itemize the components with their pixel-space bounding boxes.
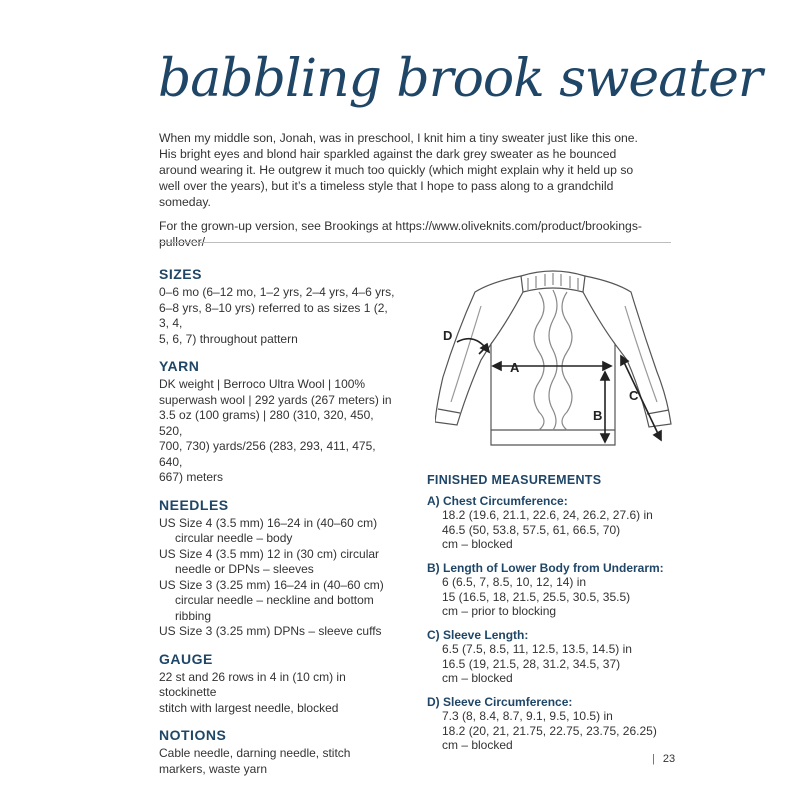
measurement-value: cm – blocked xyxy=(442,537,513,551)
yarn-line: DK weight | Berroco Ultra Wool | 100% xyxy=(159,377,366,391)
needles-heading: NEEDLES xyxy=(159,496,229,513)
right-cuff xyxy=(647,410,669,414)
gauge-line: stitch with largest needle, blocked xyxy=(159,700,339,715)
yarn-line: 3.5 oz (100 grams) | 280 (310, 320, 450, 520, xyxy=(159,408,374,438)
measurement-label: B) Length of Lower Body from Underarm: xyxy=(427,560,664,575)
sizes-line: 0–6 mo (6–12 mo, 1–2 yrs, 2–4 yrs, 4–6 yrs, xyxy=(159,285,395,299)
measurement-value: 7.3 (8, 8.4, 8.7, 9.1, 9.5, 10.5) in xyxy=(442,709,613,723)
cable-left xyxy=(534,292,544,430)
intro-paragraph: When my middle son, Jonah, was in preschool, I knit him a tiny sweater just like this one. His bright eyes and blond hair sparkled against the dark grey sweater as he bounced around wearing it. He outgrew it much too quickly (which might explain why it held up so well over the years), but it’s a timeless style that I hope to pass along to a grandchild someday. xyxy=(159,131,638,209)
measurement-value: 46.5 (50, 53.8, 57.5, 61, 66.5, 70) xyxy=(442,522,621,537)
yarn-section xyxy=(159,358,399,486)
arrow-a-head-left xyxy=(493,362,501,370)
measurement-value: 15 (16.5, 18, 21.5, 25.5, 30.5, 35.5) xyxy=(442,589,631,604)
raglan-left xyxy=(491,292,523,344)
gauge-heading: GAUGE xyxy=(159,650,213,667)
label-c: C xyxy=(629,388,639,403)
intro-text xyxy=(159,130,649,258)
notions-line: Cable needle, darning needle, stitch xyxy=(159,746,351,760)
label-b: B xyxy=(593,408,603,423)
needle-item: US Size 3 (3.25 mm) DPNs – sleeve cuffs xyxy=(159,624,382,638)
needle-item-cont: needle or DPNs – sleeves xyxy=(175,562,314,576)
label-a: A xyxy=(510,360,520,375)
sizes-heading: SIZES xyxy=(159,266,202,282)
arrow-c-head-bottom xyxy=(654,431,661,440)
yarn-heading: YARN xyxy=(159,358,200,374)
measurement-label: A) Chest Circumference: xyxy=(427,493,568,508)
needle-item-cont: ribbing xyxy=(175,608,212,623)
sweater-body xyxy=(435,276,671,445)
measurement-value: 6 (6.5, 7, 8.5, 10, 12, 14) in xyxy=(442,575,587,589)
gauge-line: 22 st and 26 rows in 4 in (10 cm) in stockinette xyxy=(159,669,346,699)
page-number-value: 23 xyxy=(662,753,676,765)
cable-center xyxy=(549,290,557,430)
yarn-line: 667) meters xyxy=(159,470,224,484)
needle-item: US Size 3 (3.25 mm) 16–24 in (40–60 cm) xyxy=(159,577,384,592)
measurement-value: 18.2 (19.6, 21.1, 22.6, 24, 26.2, 27.6) in xyxy=(442,508,653,522)
page-number-divider: | xyxy=(652,753,655,765)
measurement-value: 6.5 (7.5, 8.5, 11, 12.5, 13.5, 14.5) in xyxy=(442,642,632,656)
measurement-body-length xyxy=(427,561,687,619)
needle-item: US Size 4 (3.5 mm) 12 in (30 cm) circular xyxy=(159,546,380,561)
arrow-b-head-bottom xyxy=(601,434,609,442)
left-cuff xyxy=(438,409,460,413)
yarn-line: superwash wool | 292 yards (267 meters) in xyxy=(159,392,392,407)
sweater-diagram xyxy=(435,262,675,462)
notions-section xyxy=(159,727,399,777)
measurement-value: cm – blocked xyxy=(442,738,513,752)
sweater-outline xyxy=(435,271,671,445)
page-title: babbling brook sweater xyxy=(158,49,762,109)
needle-item-cont: circular needle – body xyxy=(175,531,293,545)
label-d: D xyxy=(443,328,453,343)
measurement-value: cm – prior to blocking xyxy=(442,604,557,618)
left-sleeve-cable xyxy=(451,306,481,402)
measurement-value: 18.2 (20, 21, 21.75, 22.75, 23.75, 26.25) xyxy=(442,723,657,738)
gauge-section xyxy=(159,651,399,717)
notions-heading: NOTIONS xyxy=(159,727,227,743)
finished-measurements xyxy=(427,473,687,762)
intro-link-paragraph: For the grown-up version, see Brookings at https://www.oliveknits.com/product/brookings-pullover/ xyxy=(159,219,642,249)
yarn-line: 700, 730) yards/256 (283, 293, 411, 475, 640, xyxy=(159,439,376,469)
sizes-section xyxy=(159,266,399,347)
sizes-line: 5, 6, 7) throughout pattern xyxy=(159,331,298,346)
needles-section xyxy=(159,497,399,640)
pattern-specs xyxy=(159,266,399,788)
measurement-label: C) Sleeve Length: xyxy=(427,627,529,642)
raglan-right xyxy=(583,292,615,344)
measurement-sleeve-length xyxy=(427,628,687,686)
page-number xyxy=(652,753,675,765)
measurement-value: 16.5 (19, 21.5, 28, 31.2, 34.5, 37) xyxy=(442,656,621,671)
measurement-label: D) Sleeve Circumference: xyxy=(427,694,573,709)
divider xyxy=(159,242,671,243)
measurement-chest xyxy=(427,494,687,552)
notions-line: markers, waste yarn xyxy=(159,761,268,776)
measurement-sleeve-circ xyxy=(427,695,687,753)
measurement-value: cm – blocked xyxy=(442,671,513,685)
cable-right xyxy=(562,292,572,430)
sizes-line: 6–8 yrs, 8–10 yrs) referred to as sizes 1 (2, 3, 4, xyxy=(159,300,388,330)
needle-item: US Size 4 (3.5 mm) 16–24 in (40–60 cm) xyxy=(159,515,378,530)
arrow-a-head-right xyxy=(603,362,611,370)
needle-item-cont: circular needle – neckline and bottom xyxy=(175,593,374,607)
measurements-heading: FINISHED MEASUREMENTS xyxy=(427,473,602,487)
arrow-b-head-top xyxy=(601,372,609,380)
